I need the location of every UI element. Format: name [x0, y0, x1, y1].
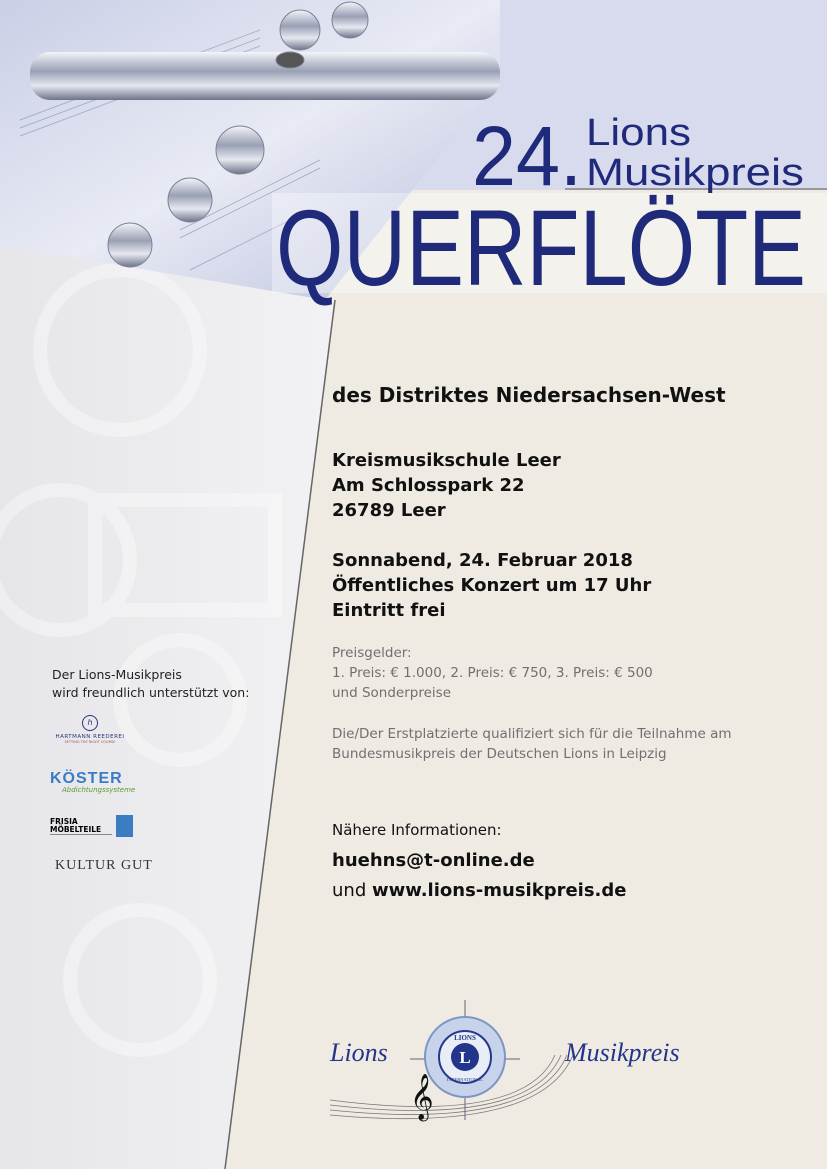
edition-number: 24.	[472, 109, 582, 203]
kulturgut-logo: KULTUR GUT	[55, 858, 153, 873]
venue-city: 26789 Leer	[332, 500, 446, 521]
lions-emblem-icon	[325, 995, 725, 1135]
svg-text:LIONS: LIONS	[454, 1034, 476, 1042]
prizes-special: und Sonderpreise	[332, 685, 452, 701]
event-date: Sonnabend, 24. Februar 2018	[332, 550, 633, 571]
title-musikpreis: Musikpreis	[586, 152, 804, 194]
event-concert: Öffentliches Konzert um 17 Uhr	[332, 575, 652, 596]
svg-text:𝄞: 𝄞	[410, 1074, 434, 1120]
prizes-label: Preisgelder:	[332, 645, 412, 661]
frisia-logo: FRISIA MÖBELTEILE	[50, 815, 133, 837]
website-link[interactable]: www.lions-musikpreis.de	[371, 880, 627, 901]
title-lions: Lions	[586, 112, 691, 154]
venue-name: Kreismusikschule Leer	[332, 450, 561, 471]
hartmann-logo: h HARTMANN REEDEREI SETTING THE RIGHT COURSE	[50, 715, 130, 744]
venue-street: Am Schlosspark 22	[332, 475, 525, 496]
logo-lions-text: Lions	[330, 1038, 388, 1067]
logo-musikpreis-text: Musikpreis	[565, 1038, 680, 1067]
svg-text:INTERNATIONAL: INTERNATIONAL	[447, 1077, 483, 1082]
and-text: und	[332, 880, 367, 901]
sponsor-intro-1: Der Lions-Musikpreis	[52, 667, 182, 682]
flute-body	[30, 52, 500, 100]
sponsor-intro-2: wird freundlich unterstützt von:	[52, 685, 250, 700]
svg-text:L: L	[459, 1048, 471, 1067]
event-admission: Eintritt frei	[332, 600, 446, 621]
email-link[interactable]: huehns@t-online.de	[332, 850, 535, 871]
info-label: Nähere Informationen:	[332, 821, 502, 839]
district: des Distriktes Niedersachsen-West	[332, 383, 726, 407]
prizes-amounts: 1. Preis: € 1.000, 2. Preis: € 750, 3. Preis: € 500	[332, 665, 653, 681]
qualification-line2: Bundesmusikpreis der Deutschen Lions in Leipzig	[332, 746, 667, 762]
qualification-line1: Die/Der Erstplatzierte qualifiziert sich für die Teilnahme am	[332, 726, 732, 742]
lions-musikpreis-logo	[325, 995, 725, 1135]
koester-logo: KÖSTER Abdichtungssysteme	[50, 770, 136, 794]
title-instrument: QUERFLÖTE	[276, 187, 806, 308]
